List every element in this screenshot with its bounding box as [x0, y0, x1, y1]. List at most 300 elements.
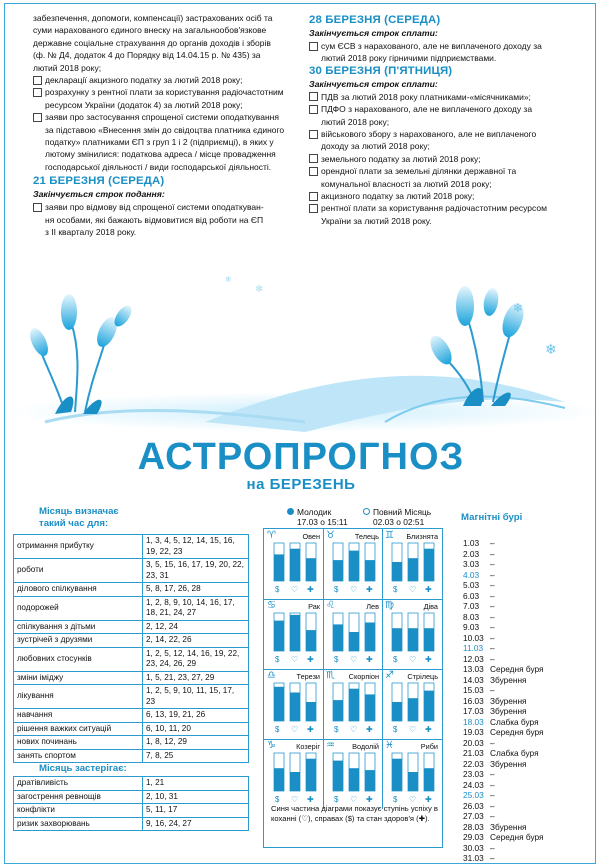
item-text	[321, 91, 531, 103]
magnetic-row	[460, 696, 590, 707]
money-icon: $	[275, 795, 280, 804]
magnetic-value: Середня буря	[490, 832, 544, 842]
text-line: суми нарахованого єдиного внеску на загальнообов'язкове	[33, 25, 267, 36]
row-label: навчання	[14, 709, 143, 723]
magnetic-value: Збурення	[490, 706, 527, 716]
text-line: сум ЄСВ з нарахованого, але не виплаченого доходу за	[321, 41, 542, 51]
magnetic-date: 31.03	[463, 853, 484, 863]
table-row	[14, 777, 249, 791]
zodiac-cell	[323, 529, 382, 599]
zodiac-symbol-icon: ♈	[267, 530, 276, 541]
magnetic-value: Збурення	[490, 695, 527, 706]
item-text	[45, 86, 284, 111]
bar-fill	[349, 689, 359, 721]
bar-fill	[424, 691, 434, 721]
magnetic-row	[460, 843, 590, 854]
row-label: нових починань	[14, 736, 143, 750]
magnetic-value: Слабка буря	[490, 748, 539, 758]
text-line: розрахунку з рентної плати за користування радіочастотним	[45, 87, 284, 98]
checklist-item	[309, 40, 573, 65]
warn-heading: Місяць застерігає:	[39, 763, 127, 774]
row-label: спілкування з дітьми	[14, 620, 143, 634]
bar-fill	[424, 768, 434, 791]
magnetic-value: –	[490, 559, 495, 569]
warn-table	[13, 776, 249, 831]
page-title: АСТРОПРОГНОЗ	[137, 436, 465, 478]
magnetic-row	[460, 612, 590, 623]
new-moon-icon	[287, 508, 294, 515]
zodiac-cell	[323, 739, 382, 809]
magnetic-date: 22.03	[463, 758, 484, 769]
favorable-table	[13, 534, 249, 763]
checkbox[interactable]	[33, 88, 42, 97]
magnetic-date: 10.03	[463, 632, 484, 643]
bar-fill	[274, 687, 284, 721]
checkbox[interactable]	[309, 130, 318, 139]
magnetic-date: 6.03	[463, 590, 480, 601]
grid-divider	[382, 529, 383, 809]
bar-fill	[349, 632, 359, 651]
bar-fill	[290, 693, 300, 722]
item-text	[321, 128, 536, 153]
magnetic-value: –	[490, 653, 495, 664]
table-row	[14, 790, 249, 804]
row-label: отримання прибутку	[14, 535, 143, 559]
checklist-item	[309, 128, 573, 153]
magnetic-date: 17.03	[463, 706, 484, 716]
section-heading: 21 БЕРЕЗНЯ (СЕРЕДА)	[33, 175, 165, 188]
table-row	[14, 634, 249, 648]
text-line: заяви про застосування спрощеної системи оподаткування	[45, 112, 279, 123]
zodiac-symbol-icon: ♐	[385, 670, 394, 681]
row-label: конфлікти	[14, 804, 143, 818]
bar-fill	[392, 628, 402, 651]
bar-fill	[306, 759, 316, 791]
magnetic-row	[460, 654, 590, 665]
magnetic-date: 14.03	[463, 674, 484, 685]
text-line: акцизного податку за лютий 2018 року;	[321, 191, 475, 202]
bar-fill	[365, 560, 375, 581]
table-row	[14, 817, 249, 831]
table-row	[14, 722, 249, 736]
magnetic-value: –	[490, 548, 495, 559]
magnetic-date: 11.03	[463, 643, 484, 653]
text-line: лютому змінилися: податкова адреса / місце провадження	[45, 149, 276, 160]
zodiac-grid	[263, 528, 443, 848]
magnetic-row	[460, 748, 590, 759]
snowflake-icon: ❄	[225, 275, 232, 284]
magnetic-date: 15.03	[463, 685, 484, 695]
text-line: господарської діяльності / види господарської діяльності.	[45, 161, 272, 172]
text-line: України за лютий 2018 року.	[321, 215, 432, 226]
bar-fill	[290, 615, 300, 651]
text-line: доходу за лютий 2018 року;	[321, 141, 430, 152]
row-label: занять спортом	[14, 749, 143, 763]
checkbox[interactable]	[33, 76, 42, 85]
left-flowers	[26, 294, 134, 414]
section-heading: 30 БЕРЕЗНЯ (П'ЯТНИЦЯ)	[309, 64, 453, 77]
zodiac-name: Водолій	[352, 742, 379, 751]
money-icon: $	[275, 655, 280, 664]
row-days: 1, 5, 21, 23, 27, 29	[143, 671, 249, 685]
zodiac-cell	[382, 529, 441, 599]
zodiac-name: Стрілець	[407, 672, 438, 681]
magnetic-value: –	[490, 590, 495, 601]
magnetic-value: –	[490, 632, 495, 643]
magnetic-date: 12.03	[463, 653, 484, 664]
magnetic-value: Слабка буря	[490, 716, 539, 727]
checklist-item	[309, 202, 573, 227]
grid-divider	[264, 739, 442, 740]
zodiac-symbol-icon: ♑	[267, 740, 276, 751]
bar-fill	[333, 624, 343, 651]
magnetic-value: –	[490, 790, 495, 800]
magnetic-date: 24.03	[463, 779, 484, 790]
money-icon: $	[334, 655, 339, 664]
bar-fill	[274, 621, 284, 651]
magnetic-row	[460, 675, 590, 686]
zodiac-name: Близнята	[406, 532, 438, 541]
table-row	[14, 736, 249, 750]
magnetic-row	[460, 559, 590, 570]
text-line: ресурсом України (додаток 4) за лютий 2018 року;	[45, 99, 243, 110]
magnetic-value: –	[490, 601, 495, 611]
zodiac-name: Телець	[354, 532, 379, 541]
checkbox[interactable]	[309, 105, 318, 114]
checkbox[interactable]	[309, 154, 318, 163]
text-line: лютий 2018 року;	[33, 62, 102, 73]
text-line: орендної плати за земельні ділянки державної та	[321, 166, 517, 177]
zodiac-name: Овен	[302, 532, 320, 541]
checkbox[interactable]	[309, 42, 318, 51]
magnetic-value: –	[490, 842, 495, 853]
health-icon: ✚	[307, 795, 314, 804]
magnetic-value: –	[490, 800, 495, 811]
zodiac-symbol-icon: ♓	[385, 740, 394, 751]
magnetic-date: 23.03	[463, 769, 484, 779]
zodiac-cell	[264, 739, 323, 809]
row-label: подорожей	[14, 596, 143, 620]
text-line: державне соціальне страхування до органів доходів і зборів	[33, 37, 271, 48]
magnetic-row	[460, 601, 590, 612]
magnetic-row	[460, 717, 590, 728]
table-row	[14, 749, 249, 763]
zodiac-name: Риби	[420, 742, 438, 751]
love-icon: ♡	[409, 725, 417, 734]
money-icon: $	[275, 725, 280, 734]
money-icon: $	[393, 795, 398, 804]
row-days: 6, 10, 11, 20	[143, 722, 249, 736]
zodiac-cell	[323, 669, 382, 739]
magnetic-row	[460, 822, 590, 833]
text-line: (ф. № Д4, додаток 4 до Порядку від 14.04.15 р. № 435) за	[33, 50, 261, 61]
love-icon: ♡	[291, 795, 299, 804]
magnetic-row	[460, 853, 590, 864]
magnetic-date: 2.03	[463, 548, 480, 559]
health-icon: ✚	[307, 725, 314, 734]
checklist-item	[309, 153, 573, 165]
magnetic-value: –	[490, 685, 495, 695]
magnetic-row	[460, 633, 590, 644]
bar-fill	[408, 698, 418, 721]
zodiac-name: Скорпіон	[348, 672, 379, 681]
left-column	[33, 12, 303, 239]
zodiac-symbol-icon: ♊	[385, 530, 394, 541]
row-days: 1, 21	[143, 777, 249, 791]
magnetic-row	[460, 549, 590, 560]
magnetic-date: 8.03	[463, 611, 480, 622]
magnetic-value: Збурення	[490, 821, 527, 832]
magnetic-row	[460, 790, 590, 801]
magnetic-date: 9.03	[463, 622, 480, 632]
health-icon: ✚	[425, 655, 432, 664]
item-text	[45, 74, 243, 86]
section-subheading: Закінчується строк сплати:	[309, 28, 438, 38]
row-days: 1, 2, 8, 9, 10, 14, 16, 17, 18, 21, 24, 27	[143, 596, 249, 620]
health-icon: ✚	[425, 585, 432, 594]
zodiac-cell	[382, 669, 441, 739]
text-line: з ІІ кварталу 2018 року.	[45, 227, 137, 238]
grid-divider	[264, 669, 442, 670]
money-icon: $	[393, 725, 398, 734]
item-text	[45, 111, 284, 173]
money-icon: $	[334, 725, 339, 734]
text-line: комунальної власності за лютий 2018 року;	[321, 178, 492, 189]
magnetic-date: 30.03	[463, 842, 484, 853]
checklist-item	[309, 91, 573, 103]
magnetic-row	[460, 706, 590, 717]
snowflake-icon: ❄	[255, 284, 264, 295]
row-days: 5, 11, 17	[143, 804, 249, 818]
snowflake-icon: ❄	[545, 341, 557, 357]
zodiac-bars	[323, 739, 382, 839]
zodiac-symbol-icon: ♏	[326, 670, 335, 681]
text-line: лютий 2018 року;	[321, 116, 390, 127]
checklist-item	[33, 74, 303, 86]
magnetic-value: –	[490, 769, 495, 779]
checkbox[interactable]	[309, 167, 318, 176]
table-row	[14, 647, 249, 671]
table-row	[14, 620, 249, 634]
magnetic-row	[460, 769, 590, 780]
love-icon: ♡	[409, 585, 417, 594]
magnetic-value: –	[490, 737, 495, 748]
zodiac-symbol-icon: ♌	[326, 600, 335, 611]
text-line: податку» платниками ЄП з груп 1 і 2 (підприємці), в яких у	[45, 137, 274, 148]
row-label: рішення важких ситуацій	[14, 722, 143, 736]
zodiac-name: Терези	[296, 672, 320, 681]
table-row	[14, 685, 249, 709]
bar-fill	[408, 558, 418, 581]
money-icon: $	[393, 585, 398, 594]
magnetic-row	[460, 580, 590, 591]
love-icon: ♡	[409, 795, 417, 804]
table-row	[14, 804, 249, 818]
bar-fill	[408, 628, 418, 651]
magnetic-date: 21.03	[463, 748, 484, 758]
row-label: зустрічей з друзями	[14, 634, 143, 648]
magnetic-date: 13.03	[463, 664, 484, 674]
magnetic-date: 18.03	[463, 716, 484, 727]
love-icon: ♡	[350, 585, 358, 594]
magnetic-row	[460, 738, 590, 749]
magnetic-value: Середня буря	[490, 664, 544, 674]
page-frame	[4, 3, 596, 864]
love-icon: ♡	[291, 655, 299, 664]
money-icon: $	[334, 795, 339, 804]
money-icon: $	[393, 655, 398, 664]
bar-fill	[333, 560, 343, 581]
magnetic-row	[460, 643, 590, 654]
table-row	[14, 596, 249, 620]
magnetic-row	[460, 622, 590, 633]
bar-fill	[349, 551, 359, 581]
zodiac-name: Козеріг	[296, 742, 320, 751]
checkbox[interactable]	[309, 92, 318, 101]
text-line: декларації акцизного податку за лютий 2018 року;	[45, 75, 243, 86]
bar-fill	[392, 702, 402, 721]
zodiac-bars	[382, 739, 441, 839]
money-icon: $	[334, 585, 339, 594]
magnetic-value: –	[490, 779, 495, 790]
magnetic-value: Збурення	[490, 674, 527, 685]
row-days: 1, 2, 5, 12, 14, 16, 19, 22, 23, 24, 26, 29	[143, 647, 249, 671]
text-line: лютий 2018 року гірничими підприємствами.	[321, 53, 497, 64]
table-row	[14, 559, 249, 583]
magnetic-value: –	[490, 611, 495, 622]
love-icon: ♡	[291, 725, 299, 734]
text-line: заяви про відмову від спрощеної системи оподаткуван-	[45, 202, 264, 213]
love-icon: ♡	[409, 655, 417, 664]
magnetic-date: 19.03	[463, 727, 484, 737]
checkbox[interactable]	[33, 113, 42, 122]
zodiac-cell	[264, 599, 323, 669]
row-days: 1, 3, 4, 5, 12, 14, 15, 16, 19, 22, 23	[143, 535, 249, 559]
table-row	[14, 671, 249, 685]
checkbox[interactable]	[309, 192, 318, 201]
zodiac-bars	[264, 739, 323, 839]
full-moon-icon	[363, 508, 370, 515]
text-line: земельного податку за лютий 2018 року;	[321, 153, 481, 164]
bar-fill	[333, 761, 343, 791]
row-days: 1, 8, 12, 29	[143, 736, 249, 750]
bar-fill	[306, 630, 316, 651]
item-text	[321, 190, 474, 202]
section-subheading: Закінчується строк сплати:	[309, 78, 438, 89]
magnetic-date: 20.03	[463, 737, 484, 748]
bar-fill	[392, 759, 402, 791]
checklist-item	[33, 111, 303, 173]
magnetic-date: 29.03	[463, 832, 484, 842]
item-text	[45, 201, 264, 238]
magnetic-value: –	[490, 643, 495, 653]
row-days: 6, 13, 19, 21, 26	[143, 709, 249, 723]
row-days: 1, 2, 5, 9, 10, 11, 15, 17, 23	[143, 685, 249, 709]
row-days: 2, 10, 31	[143, 790, 249, 804]
row-days: 2, 14, 22, 26	[143, 634, 249, 648]
text-line: рентної плати за користування радіочастотним ресурсом	[321, 203, 547, 214]
love-icon: ♡	[350, 655, 358, 664]
right-column	[309, 14, 573, 227]
magnetic-row	[460, 759, 590, 770]
favorable-heading: Місяць визначає такий час для:	[39, 506, 119, 529]
page-subtitle: на БЕРЕЗЕНЬ	[246, 476, 356, 493]
text-line: забезпечення, допомоги, компенсації) застрахованих осіб та	[33, 13, 273, 23]
checklist-item	[33, 86, 303, 111]
row-label: загострення ревнощів	[14, 790, 143, 804]
magnetic-heading: Магнітні бурі	[461, 512, 523, 523]
table-row	[14, 535, 249, 559]
magnetic-value: –	[490, 580, 495, 590]
text-line: ПДВ за лютий 2018 року платниками-«місячниками»;	[321, 91, 531, 102]
magnetic-value: –	[490, 538, 495, 548]
bar-fill	[290, 772, 300, 791]
zodiac-name: Рак	[308, 602, 320, 611]
magnetic-row	[460, 780, 590, 791]
health-icon: ✚	[366, 655, 373, 664]
item-text	[321, 103, 532, 128]
text-line: за підставою «Внесення змін до свідоцтва платника єдиного	[45, 124, 285, 135]
checklist-item	[309, 103, 573, 128]
snowflake-icon: ❄	[513, 301, 524, 315]
magnetic-row	[460, 801, 590, 812]
magnetic-value: –	[490, 622, 495, 632]
money-icon: $	[275, 585, 280, 594]
bar-fill	[408, 772, 418, 791]
row-label: любовних стосунків	[14, 647, 143, 671]
health-icon: ✚	[366, 795, 373, 804]
item-text	[321, 165, 516, 190]
health-icon: ✚	[366, 725, 373, 734]
magnetic-row	[460, 727, 590, 738]
magnetic-date: 26.03	[463, 800, 484, 811]
love-icon: ♡	[350, 795, 358, 804]
checklist-item	[309, 165, 573, 190]
magnetic-date: 7.03	[463, 601, 480, 611]
bar-fill	[365, 770, 375, 791]
magnetic-date: 27.03	[463, 811, 484, 821]
magnetic-date: 28.03	[463, 821, 484, 832]
item-text	[321, 153, 481, 165]
bar-fill	[424, 628, 434, 651]
bar-fill	[274, 554, 284, 581]
bar-fill	[392, 562, 402, 581]
grid-divider	[264, 599, 442, 600]
magnetic-row	[460, 570, 590, 581]
magnetic-row	[460, 538, 590, 549]
magnetic-date: 1.03	[463, 538, 480, 548]
row-label: ризик захворювань	[14, 817, 143, 831]
magnetic-row	[460, 811, 590, 822]
text-line: ПДФО з нарахованого, але не виплаченого доходу за	[321, 104, 533, 115]
row-days: 2, 12, 24	[143, 620, 249, 634]
zodiac-cell	[323, 599, 382, 669]
health-icon: ✚	[366, 585, 373, 594]
table-row	[14, 709, 249, 723]
zodiac-symbol-icon: ♎	[267, 670, 276, 681]
item-text	[321, 202, 547, 227]
magnetic-row	[460, 685, 590, 696]
health-icon: ✚	[425, 795, 432, 804]
bar-fill	[274, 768, 284, 791]
magnetic-date: 16.03	[463, 695, 484, 706]
zodiac-name: Лев	[366, 602, 379, 611]
checkbox[interactable]	[309, 204, 318, 213]
bar-fill	[290, 549, 300, 581]
item-text	[321, 40, 542, 65]
row-label: дратівливість	[14, 777, 143, 791]
checkbox[interactable]	[33, 203, 42, 212]
